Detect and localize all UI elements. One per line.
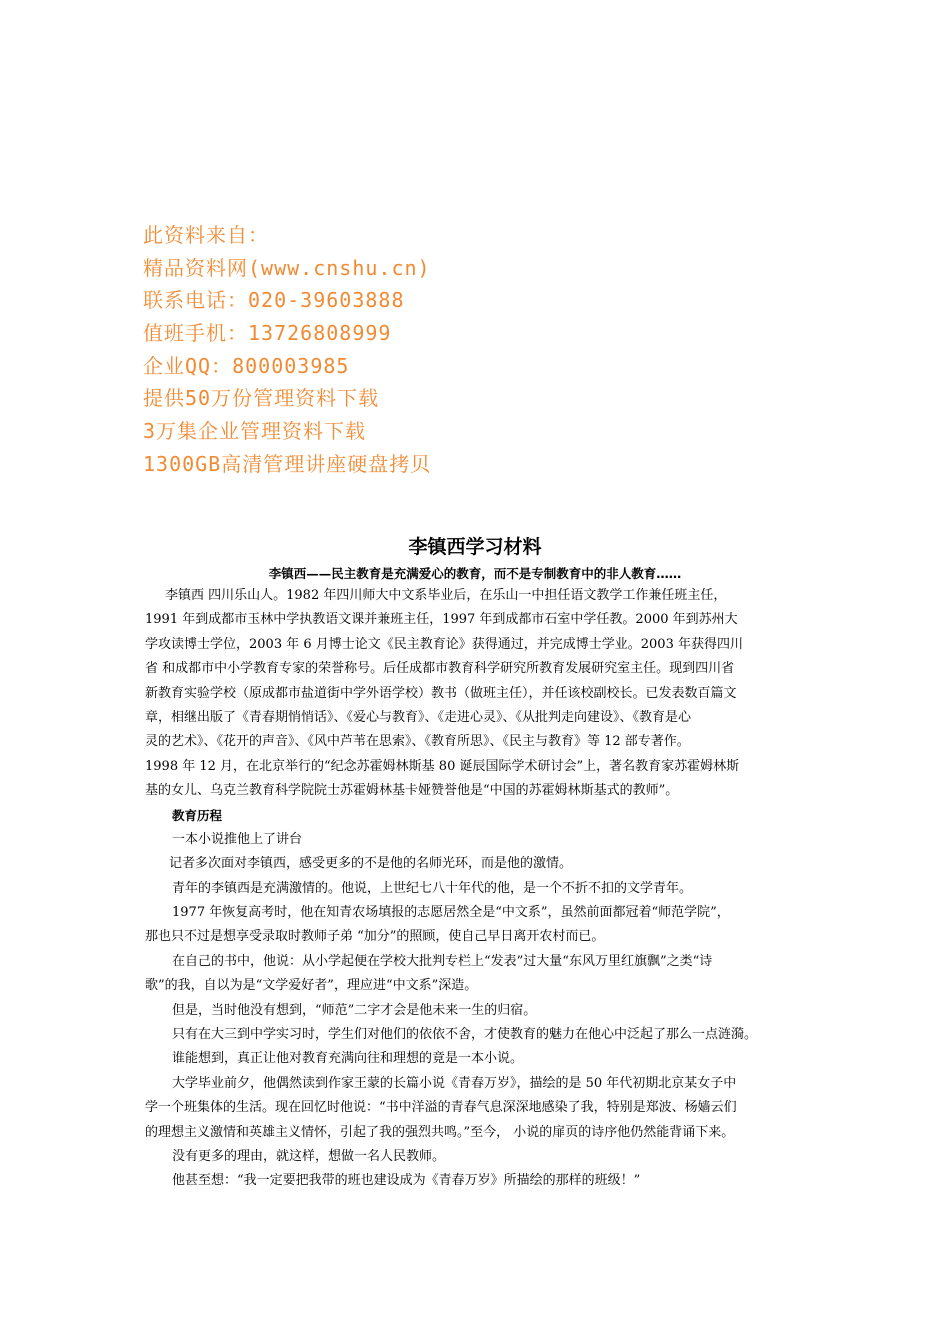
text-line: 基的女儿、乌克兰教育科学院院士苏霍姆林基卡娅赞誉他是“中国的苏霍姆林斯基式的教师”。 [145, 783, 679, 799]
promo-line: 此资料来自： [143, 223, 269, 247]
text-line: 他甚至想：“我一定要把我带的班也建设成为《青春万岁》所描绘的那样的班级！” [172, 1173, 641, 1189]
text-line: 只有在大三到中学实习时，学生们对他们的依依不舍，才使教育的魅力在他心中泛起了那么一点涟漪。 [172, 1027, 758, 1043]
text-line: 的理想主义激情和英雄主义情怀，引起了我的强烈共鸣。”至今， 小说的扉页的诗序他仍然能背诵下来。 [145, 1124, 735, 1140]
text-line: 省 和成都市中小学教育专家的荣誉称号。后任成都市教育科学研究所教育发展研究室主任。现到四川省 [145, 661, 735, 677]
text-line: 谁能想到，真正让他对教育充满向往和理想的竟是一本小说。 [172, 1051, 524, 1067]
text-line: 在自己的书中，他说：从小学起便在学校大批判专栏上“发表”过大量“东风万里红旗飘”之类“诗 [172, 953, 713, 969]
text-line: 青年的李镇西是充满激情的。他说，上世纪七八十年代的他，是一个不折不扣的文学青年。 [172, 880, 693, 896]
text-line: 学攻读博士学位，2003 年 6 月博士论文《民主教育论》获得通过，并完成博士学业。2003 年获得四川 [145, 636, 743, 652]
text-line: 章，相继出版了《青春期悄悄话》、《爱心与教育》、《走进心灵》、《从批判走向建设》、《教育是心 [145, 709, 692, 725]
text-line: 没有更多的理由，就这样，想做一名人民教师。 [172, 1148, 446, 1164]
text-line: 大学毕业前夕，他偶然读到作家王蒙的长篇小说《青春万岁》，描绘的是 50 年代初期北京某女子中 [172, 1075, 737, 1091]
document-body [145, 584, 825, 1194]
text-line: 新教育实验学校（原成都市盐道街中学外语学校）教书（做班主任），并任该校副校长。已发表数百篇文 [145, 685, 737, 701]
promo-line: 企业QQ：800003985 [143, 353, 350, 378]
text-line: 1998 年 12 月，在北京举行的“纪念苏霍姆林斯基 80 诞辰国际学术研讨会”上，著名教育家苏霍姆林斯 [145, 758, 740, 774]
text-line: 1977 年恢复高考时，他在知青农场填报的志愿居然全是“中文系”，虽然前面都冠着“师范学院”， [172, 905, 730, 921]
text-line: 歌”的我，自以为是“文学爱好者”，理应进“中文系”深造。 [145, 978, 478, 994]
text-line: 灵的艺术》、《花开的声音》、《风中芦苇在思索》、《教育所思》、《民主与教育》等 12 部专著作。 [145, 734, 690, 750]
text-line: 那也只不过是想享受录取时教师子弟 “加分”的照顾，使自己早日离开农村而已。 [145, 929, 605, 945]
section-subheading: 一本小说推他上了讲台 [172, 831, 303, 847]
text-line: 1991 年到成都市玉林中学执教语文课并兼班主任，1997 年到成都市石室中学任教。2000 年到苏州大 [145, 612, 738, 628]
text-line: 学一个班集体的生活。现在回忆时他说：“书中洋溢的青春气息深深地感染了我，特别是郑波、杨嫱云们 [145, 1100, 737, 1116]
promo-line: 1300GB高清管理讲座硬盘拷贝 [143, 451, 432, 476]
promo-block [143, 219, 843, 481]
promo-line: 提供50万份管理资料下载 [143, 386, 380, 411]
text-line: 但是，当时他没有想到，“师范”二字才会是他未来一生的归宿。 [172, 1002, 537, 1018]
text-line: 李镇西 四川乐山人。1982 年四川师大中文系毕业后，在乐山一中担任语文教学工作兼任班主任， [165, 588, 727, 603]
promo-line: 3万集企业管理资料下载 [143, 419, 367, 444]
promo-line: 值班手机：13726808999 [143, 321, 392, 346]
document-subtitle: 李镇西——民主教育是充满爱心的教育，而不是专制教育中的非人教育…… [268, 566, 682, 581]
text-line: 记者多次面对李镇西，感受更多的不是他的名师光环，而是他的激情。 [169, 856, 573, 872]
promo-line: 精品资料网(www.cnshu.cn) [143, 255, 431, 280]
document-title: 李镇西学习材料 [408, 536, 542, 558]
section-heading: 教育历程 [172, 807, 223, 823]
promo-line: 联系电话：020-39603888 [143, 288, 405, 313]
